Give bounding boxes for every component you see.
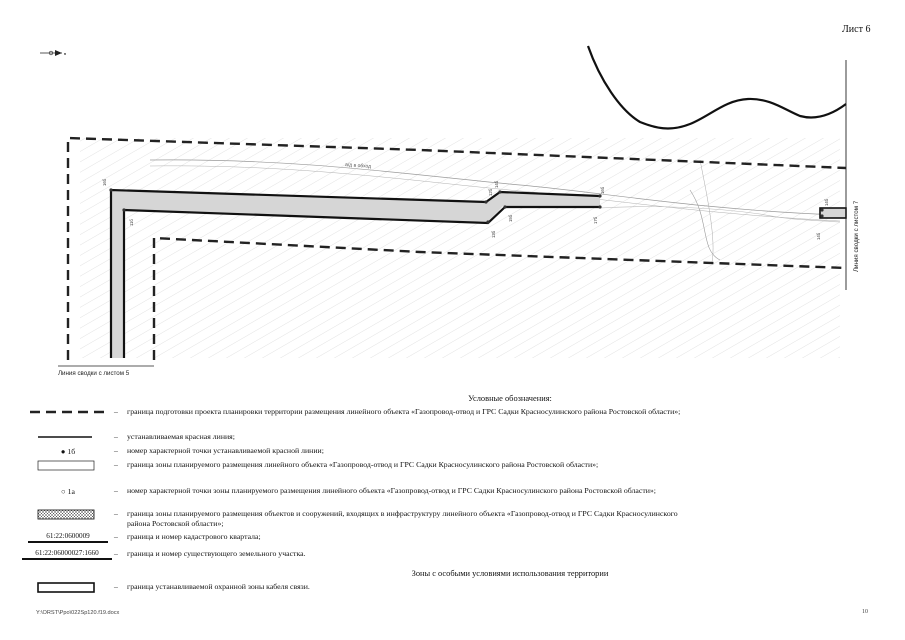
legend-dash: – xyxy=(114,432,118,441)
hatched-rect-symbol xyxy=(28,509,108,521)
legend-text: номер характерной точки устанавливаемой красной линии; xyxy=(127,446,324,455)
page-number: 10 xyxy=(862,609,868,615)
zone-segment-right xyxy=(820,208,846,218)
cadastral-quarter-label: 61:22:0600009 xyxy=(46,532,90,540)
legend-dash: – xyxy=(114,446,118,455)
zone-point-label: 1а xyxy=(67,487,76,496)
point-label: 15б xyxy=(508,214,513,222)
legend-text: граница зоны планируемого размещения объектов и сооружений, входящих в инфраструктуру линейного объекта «Газопровод-отвод и ГРС Садки Красносулинского района Ростовской области»; xyxy=(127,509,678,528)
point-label: 14б xyxy=(824,198,829,206)
land-plot-symbol xyxy=(22,549,112,560)
legend-text: устанавливаемая красная линия; xyxy=(127,432,235,441)
legend-text: номер характерной точки зоны планируемого размещения линейного объекта «Газопровод-отвод и ГРС Садки Красносулинского района Ростовской области»; xyxy=(127,486,656,495)
legend-text: граница устанавливаемой охранной зоны кабеля связи. xyxy=(127,582,310,591)
legend-dash: – xyxy=(114,486,118,495)
point-label: 14б xyxy=(816,232,821,240)
legend-dash: – xyxy=(114,549,118,558)
road-label: а/д в обход xyxy=(344,162,372,170)
ring-icon: ○ xyxy=(60,487,66,496)
legend-text: граница подготовки проекта планировки территории размещения линейного объекта «Газопровод-отвод и ГРС Садки Красносулинского района Ростовской области»; xyxy=(127,407,681,416)
point-label: 16б xyxy=(102,178,107,186)
svg-text:в: в xyxy=(64,51,67,56)
red-point-label: 1б xyxy=(67,447,76,456)
zone-point-symbol xyxy=(28,486,108,498)
north-arrow-icon xyxy=(40,50,66,56)
point-label: 11б xyxy=(129,219,134,226)
file-path: Y:\ORST\Ppo\022Sp120.f19.docx xyxy=(36,610,120,616)
point-label: 14б xyxy=(494,180,499,188)
legend-text: граница зоны планируемого размещения линейного объекта «Газопровод-отвод и ГРС Садки Красносулинского района Ростовской области»; xyxy=(127,460,599,469)
legend-text: граница и номер кадастрового квартала; xyxy=(127,532,261,541)
seam-label-right: Линия сводки с листом 7 xyxy=(853,200,860,272)
seam-label-bottom: Линия сводки с листом 5 xyxy=(58,370,130,377)
zone-rect-symbol xyxy=(28,460,108,472)
legend-dash: – xyxy=(114,582,118,591)
point-dot-icon: ● xyxy=(60,447,66,456)
land-plot-label: 61:22:06000027:1660 xyxy=(35,549,99,557)
legend-dash: – xyxy=(114,407,118,416)
point-label: 13б xyxy=(491,230,496,238)
red-point-symbol xyxy=(28,446,108,458)
legend-dash: – xyxy=(114,509,118,518)
point-label: 17б xyxy=(593,216,598,224)
legend-dash: – xyxy=(114,460,118,469)
zones-title: Зоны с особыми условиями использования территории xyxy=(411,569,609,578)
sheet-label: Лист 6 xyxy=(842,24,871,35)
relief-hatching xyxy=(80,138,840,358)
dashed-line-symbol xyxy=(28,407,108,419)
point-label: 16б xyxy=(600,186,605,194)
legend-title: Условные обозначения: xyxy=(468,394,552,403)
cadastral-quarter-symbol xyxy=(28,532,108,543)
red-line-symbol xyxy=(28,432,108,444)
legend-dash: – xyxy=(114,532,118,541)
legend-text: граница и номер существующего земельного участка. xyxy=(127,549,306,558)
protection-rect-symbol xyxy=(28,582,108,594)
point-label: 12б xyxy=(488,188,493,196)
existing-boundary-curve xyxy=(588,46,846,128)
